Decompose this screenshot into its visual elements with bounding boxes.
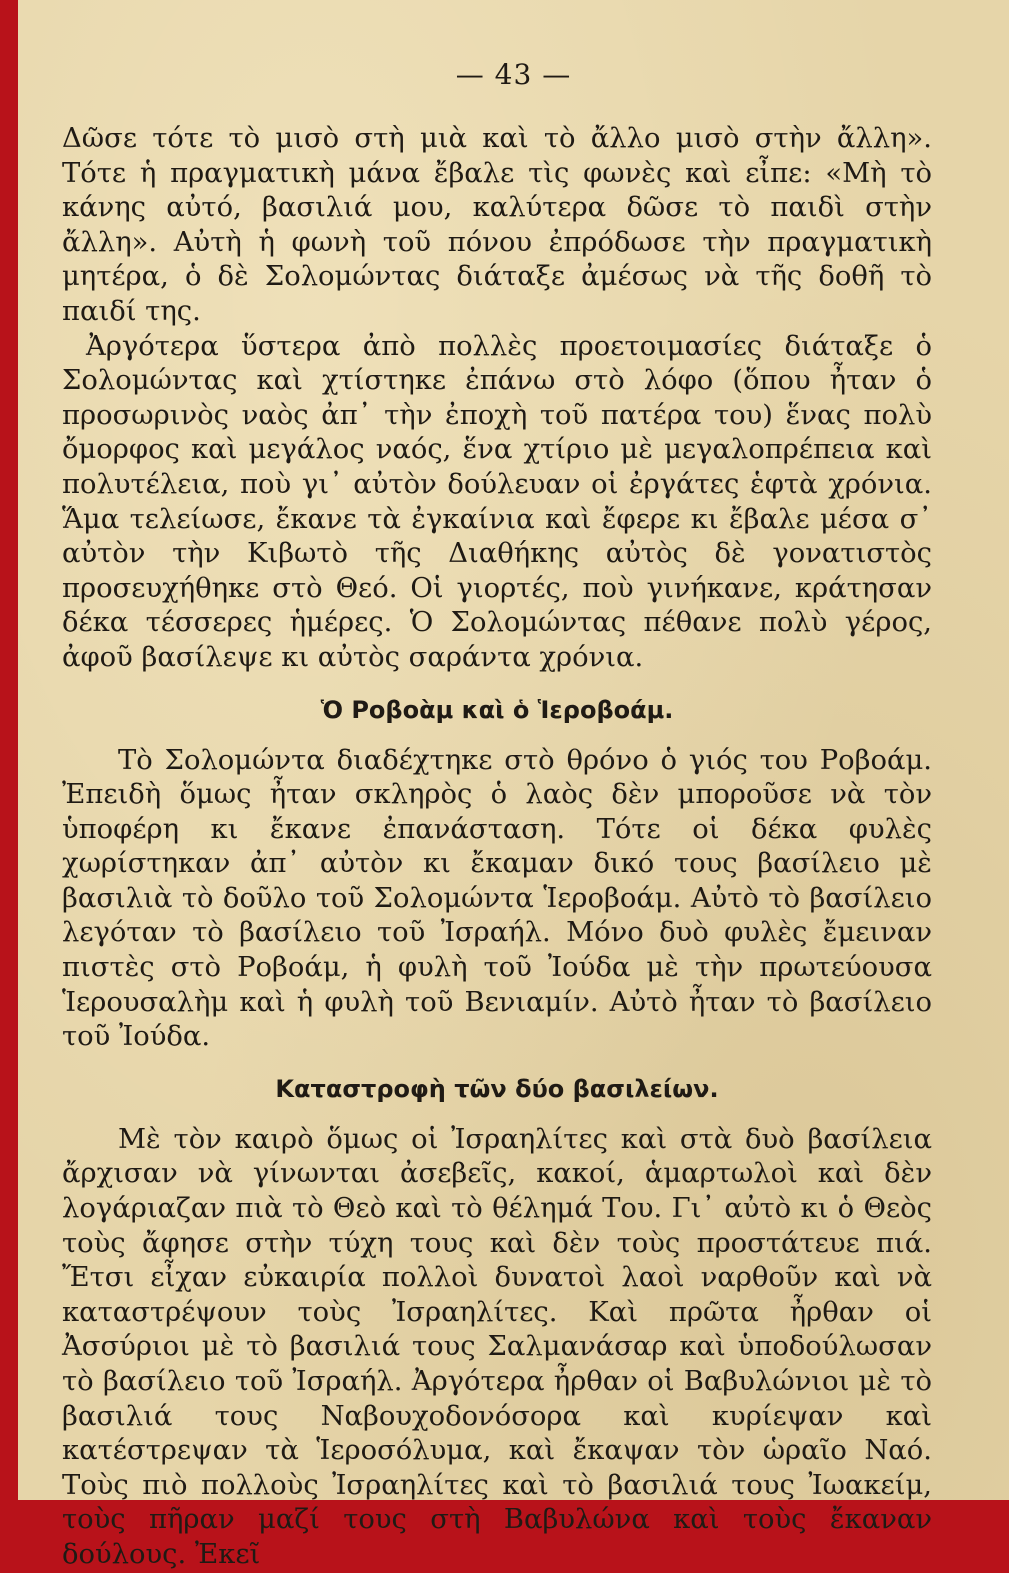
paragraph-destruction: Μὲ τὸν καιρὸ ὅμως οἱ Ἰσραηλίτες καὶ στὰ δυὸ βασίλεια ἄρχισαν νὰ γίνωνται ἀσεβεῖς, κακοί, ἁμαρτωλοὶ καὶ δὲν λογάριαζαν πιὰ τὸ Θεὸ καὶ τὸ θέλημά Του. Γι᾿ αὐτὸ κι ὁ Θεὸς τοὺς ἄφησε στὴν τύχη τους καὶ δὲν τοὺς προστάτευε πιά. Ἔτσι εἶχαν εὐκαιρία πολλοὶ δυνατοὶ λαοὶ ναρθοῦν καὶ νὰ καταστρέψουν τοὺς Ἰσραηλίτες. Καὶ πρῶτα ἦρθαν οἱ Ἀσσύριοι μὲ τὸ βασιλιά τους Σαλμανάσαρ καὶ ὑποδούλωσαν τὸ βασίλειο τοῦ Ἰσραήλ. Ἀργότερα ἦρθαν οἱ Βαβυλώνιοι μὲ τὸ βασιλιά τους Ναβουχοδονόσορα καὶ κυρίεψαν καὶ κατέστρεψαν τὰ Ἱεροσόλυμα, καὶ ἔκαψαν τὸν ὡραῖο Ναό. Τοὺς πιὸ πολλοὺς Ἰσραηλίτες καὶ τὸ βασιλιά τους Ἰωακείμ, τοὺς πῆραν μαζί τους στὴ Βαβυλώνα καὶ τοὺς ἔκαναν δούλους. Ἐκεῖ [62,1123,932,1570]
section-heading-destruction: Καταστροφὴ τῶν δύο βασιλείων. [275,1074,719,1103]
section-heading-rehoboam: Ὁ Ροβοὰμ καὶ ὁ Ἱεροβοάμ. [320,695,674,724]
page-number: — 43 — [455,58,572,91]
book-page [18,0,1009,1570]
paragraph-solomon-judgment: Δῶσε τότε τὸ μισὸ στὴ μιὰ καὶ τὸ ἄλλο μισὸ στὴν ἄλλη». Τότε ἡ πραγματικὴ μάνα ἔβαλε τὶς φωνὲς καὶ εἶπε: «Μὴ τὸ κάνης αὐτό, βασιλιά μου, καλύτερα δῶσε τὸ παιδὶ στὴν ἄλλη». Αὐτὴ ἡ φωνὴ τοῦ πόνου ἐπρόδωσε τὴν πραγματικὴ μητέρα, ὁ δὲ Σολομώντας διάταξε ἀμέσως νὰ τῆς δοθῆ τὸ παιδί της. [62,123,932,327]
paragraph-temple: Ἀργότερα ὕστερα ἀπὸ πολλὲς προετοιμασίες διάταξε ὁ Σολομώντας καὶ χτίστηκε ἐπάνω στὸ λόφο (ὅπου ἦταν ὁ προσωρινὸς ναὸς ἀπ᾿ τὴν ἐποχὴ τοῦ πατέρα του) ἕνας πολὺ ὄμορφος καὶ μεγάλος ναός, ἕνα χτίριο μὲ μεγαλοπρέπεια καὶ πολυτέλεια, ποὺ γι᾿ αὐτὸν δούλευαν οἱ ἐργάτες ἑφτὰ χρόνια. Ἅμα τελείωσε, ἔκανε τὰ ἐγκαίνια καὶ ἔφερε κι ἔβαλε μέσα σ᾿ αὐτὸν τὴν Κιβωτὸ τῆς Διαθήκης αὐτὸς δὲ γονατιστὸς προσευχήθηκε στὸ Θεό. Οἱ γιορτές, ποὺ γινήκανε, κράτησαν δέκα τέσσερες ἡμέρες. Ὁ Σολομώντας πέθανε πολὺ γέρος, ἀφοῦ βασίλεψε κι αὐτὸς σαράντα χρόνια. [62,330,932,673]
body-text [62,122,932,1573]
paragraph-rehoboam: Τὸ Σολομώντα διαδέχτηκε στὸ θρόνο ὁ γιός του Ροβοάμ. Ἐπειδὴ ὅμως ἦταν σκληρὸς ὁ λαὸς δὲν μποροῦσε νὰ τὸν ὑποφέρη κι ἔκανε ἐπανάσταση. Τότε οἱ δέκα φυλὲς χωρίστηκαν ἀπ᾿ αὐτὸν κι ἔκαμαν δικό τους βασίλειο μὲ βασιλιὰ τὸ δοῦλο τοῦ Σολομώντα Ἱεροβοάμ. Αὐτὸ τὸ βασίλειο λεγόταν τὸ βασίλειο τοῦ Ἰσραήλ. Μόνο δυὸ φυλὲς ἔμειναν πιστὲς στὸ Ροβοάμ, ἡ φυλὴ τοῦ Ἰούδα μὲ τὴν πρωτεύουσα Ἱερουσαλὴμ καὶ ἡ φυλὴ τοῦ Βενιαμίν. Αὐτὸ ἦταν τὸ βασίλειο τοῦ Ἰούδα. [62,744,932,1053]
